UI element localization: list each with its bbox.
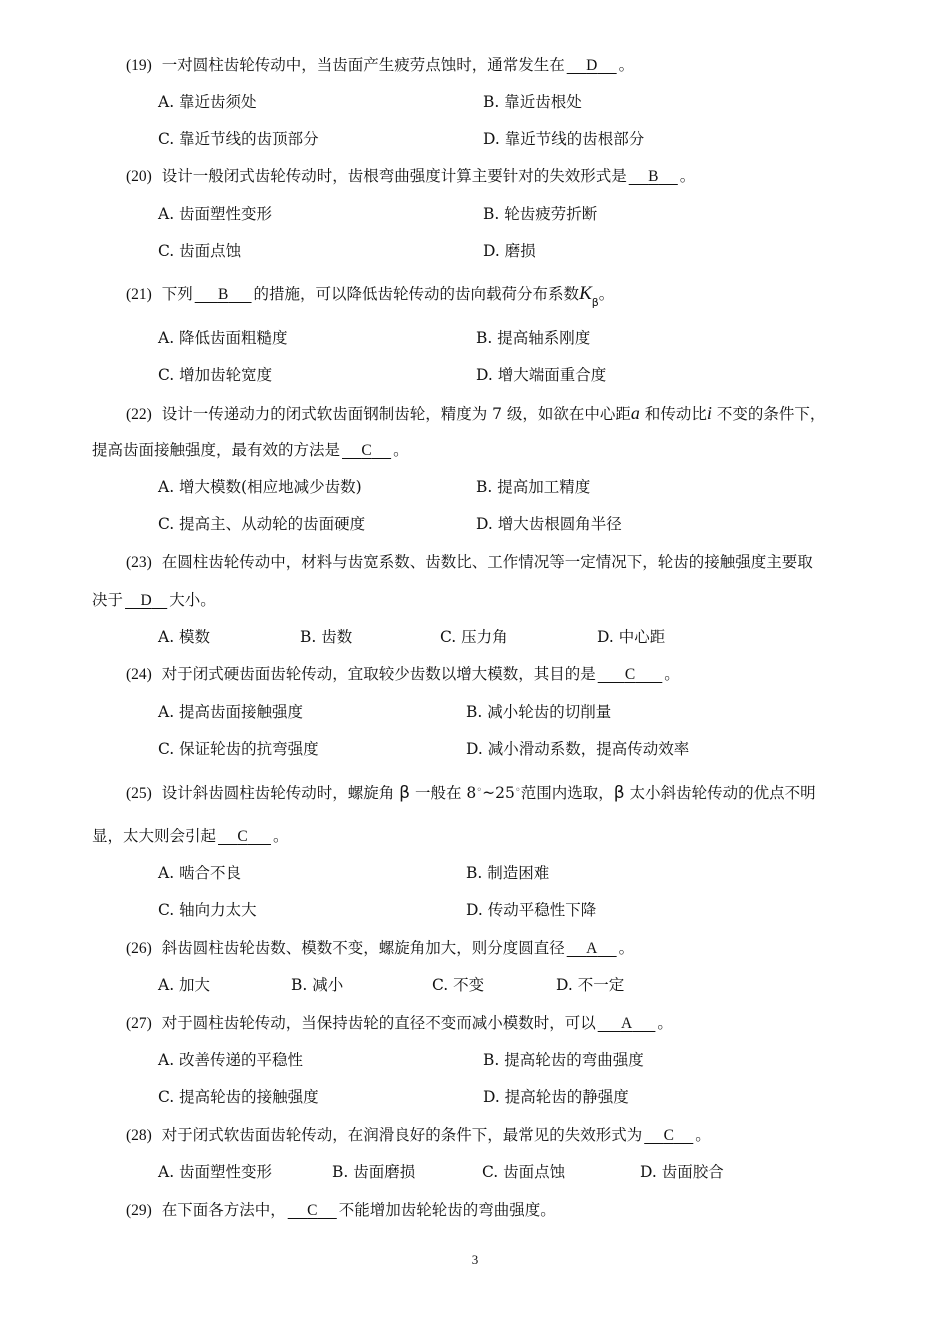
option: A. 模数 — [158, 628, 211, 646]
option: A. 加大 — [158, 976, 211, 994]
question-text: 对于闭式硬齿面齿轮传动，宜取较少齿数以增大模数，其目的是 — [161, 665, 596, 683]
page-number: 3 — [471, 1252, 479, 1267]
option: D. 减小滑动系数，提高传动效率 — [466, 740, 690, 758]
question-text: 在圆柱齿轮传动中，材料与齿宽系数、齿数比、工作情况等一定情况下，轮齿的接触强度主要取 — [161, 553, 813, 571]
ratio-symbol: i — [706, 403, 712, 423]
question-text: 在下面各方法中， — [161, 1201, 286, 1219]
option: D. 提高轮齿的静强度 — [483, 1088, 629, 1106]
option: A. 改善传递的平稳性 — [158, 1051, 304, 1069]
question-19: (19) 一对圆柱齿轮传动中，当齿面产生疲劳点蚀时，通常发生在 D 。 — [126, 56, 635, 74]
option: A. 增大模数(相应地减少齿数) — [158, 478, 362, 496]
option: D. 靠近节线的齿根部分 — [483, 130, 645, 148]
option: D. 磨损 — [483, 242, 536, 260]
question-number: (23) — [126, 554, 152, 571]
helix-angle-symbol: β — [613, 783, 625, 803]
option: C. 齿面点蚀 — [482, 1163, 566, 1181]
question-number: (21) — [126, 286, 152, 303]
question-25: (25) 设计斜齿圆柱齿轮传动时，螺旋角 β 一般在 8◦~25◦范围内选取，β 太小斜齿轮传动的优点不明 — [126, 783, 816, 803]
option: D. 传动平稳性下降 — [466, 901, 597, 919]
option: D. 中心距 — [597, 628, 666, 646]
answer-blank: A — [620, 1015, 633, 1032]
question-text: 下列 — [161, 285, 193, 303]
option: B. 靠近齿根处 — [483, 93, 582, 111]
question-22-line2: 提高齿面接触强度，最有效的方法是 C 。 — [92, 441, 409, 459]
question-22: (22) 设计一传递动力的闭式软齿面钢制齿轮，精度为 7 级，如欲在中心距a 和传动比i 不变的条件下， — [126, 403, 826, 423]
question-text: 一对圆柱齿轮传动中，当齿面产生疲劳点蚀时，通常发生在 — [161, 56, 565, 74]
load-factor-symbol: K — [579, 283, 592, 304]
option: B. 减小 — [291, 976, 344, 994]
option: A. 齿面塑性变形 — [158, 205, 273, 223]
option: D. 不一定 — [556, 976, 625, 994]
option: C. 提高主、从动轮的齿面硬度 — [158, 515, 366, 533]
question-24: (24) 对于闭式硬齿面齿轮传动，宜取较少齿数以增大模数，其目的是 C 。 — [126, 665, 680, 683]
question-text: 对于闭式软齿面齿轮传动，在润滑良好的条件下，最常见的失效形式为 — [161, 1126, 643, 1144]
option: A. 降低齿面粗糙度 — [158, 329, 288, 347]
question-26: (26) 斜齿圆柱齿轮齿数、模数不变，螺旋角加大，则分度圆直径 A 。 — [126, 939, 635, 957]
center-distance-symbol: a — [630, 403, 640, 423]
question-text: 设计一般闭式齿轮传动时，齿根弯曲强度计算主要针对的失效形式是 — [161, 167, 627, 185]
question-text: 斜齿圆柱齿轮齿数、模数不变，螺旋角加大，则分度圆直径 — [161, 939, 565, 957]
answer-blank: C — [361, 442, 372, 459]
question-27: (27) 对于圆柱齿轮传动，当保持齿轮的直径不变而减小模数时，可以 A 。 — [126, 1014, 673, 1032]
question-text: 设计一传递动力的闭式软齿面钢制齿轮，精度为 7 级，如欲在中心距 — [161, 405, 631, 423]
question-23-line2: 决于 D 大小。 — [92, 591, 216, 609]
option: C. 增加齿轮宽度 — [158, 366, 273, 384]
option: C. 靠近节线的齿顶部分 — [158, 130, 319, 148]
option: B. 齿数 — [300, 628, 353, 646]
option: D. 齿面胶合 — [640, 1163, 724, 1181]
answer-blank: D — [586, 57, 598, 74]
option: A. 提高齿面接触强度 — [158, 703, 304, 721]
question-number: (27) — [126, 1015, 152, 1032]
option: B. 提高轴系刚度 — [476, 329, 591, 347]
question-number: (24) — [126, 666, 152, 683]
question-23 — [126, 552, 813, 573]
option: C. 不变 — [432, 976, 485, 994]
option: C. 保证轮齿的抗弯强度 — [158, 740, 319, 758]
answer-blank: A — [586, 940, 598, 957]
option: A. 齿面塑性变形 — [158, 1163, 273, 1181]
question-number: (25) — [126, 785, 152, 802]
answer-blank: C — [237, 828, 248, 845]
helix-angle-symbol: β — [399, 783, 410, 803]
option: C. 压力角 — [440, 628, 508, 646]
question-text: 设计斜齿圆柱齿轮传动时，螺旋角 — [161, 784, 395, 802]
question-21: (21) 下列 B 的措施，可以降低齿轮传动的齿向载荷分布系数$K_\beta$。 — [126, 283, 615, 309]
answer-blank: C — [624, 666, 636, 683]
option: D. 增大端面重合度 — [476, 366, 607, 384]
option: A. 啮合不良 — [158, 864, 242, 882]
question-20: (20) 设计一般闭式齿轮传动时，齿根弯曲强度计算主要针对的失效形式是 B 。 — [126, 167, 696, 185]
question-number: (29) — [126, 1202, 152, 1219]
option: B. 提高轮齿的弯曲强度 — [483, 1051, 644, 1069]
option: B. 轮齿疲劳折断 — [483, 205, 598, 223]
option: B. 提高加工精度 — [476, 478, 591, 496]
option: A. 靠近齿须处 — [158, 93, 257, 111]
question-number: (19) — [126, 57, 152, 74]
answer-blank: C — [663, 1127, 674, 1144]
question-number: (28) — [126, 1127, 152, 1144]
answer-blank: B — [217, 286, 229, 303]
option: B. 减小轮齿的切削量 — [466, 703, 612, 721]
question-29: (29) 在下面各方法中， C 不能增加齿轮轮齿的弯曲强度。 — [126, 1201, 556, 1219]
option: C. 齿面点蚀 — [158, 242, 242, 260]
option: C. 轴向力太大 — [158, 901, 257, 919]
answer-blank: D — [140, 592, 152, 609]
option: D. 增大齿根圆角半径 — [476, 515, 622, 533]
question-number: (26) — [126, 940, 152, 957]
question-28: (28) 对于闭式软齿面齿轮传动，在润滑良好的条件下，最常见的失效形式为 C 。 — [126, 1126, 711, 1144]
answer-blank: C — [307, 1202, 318, 1219]
option: C. 提高轮齿的接触强度 — [158, 1088, 319, 1106]
question-25-line2: 显，太大则会引起 C 。 — [92, 827, 289, 845]
answer-blank: B — [648, 168, 659, 185]
option: B. 制造困难 — [466, 864, 550, 882]
question-number: (22) — [126, 406, 152, 423]
question-text: 对于圆柱齿轮传动，当保持齿轮的直径不变而减小模数时，可以 — [161, 1014, 596, 1032]
option: B. 齿面磨损 — [332, 1163, 416, 1181]
question-number: (20) — [126, 168, 152, 185]
